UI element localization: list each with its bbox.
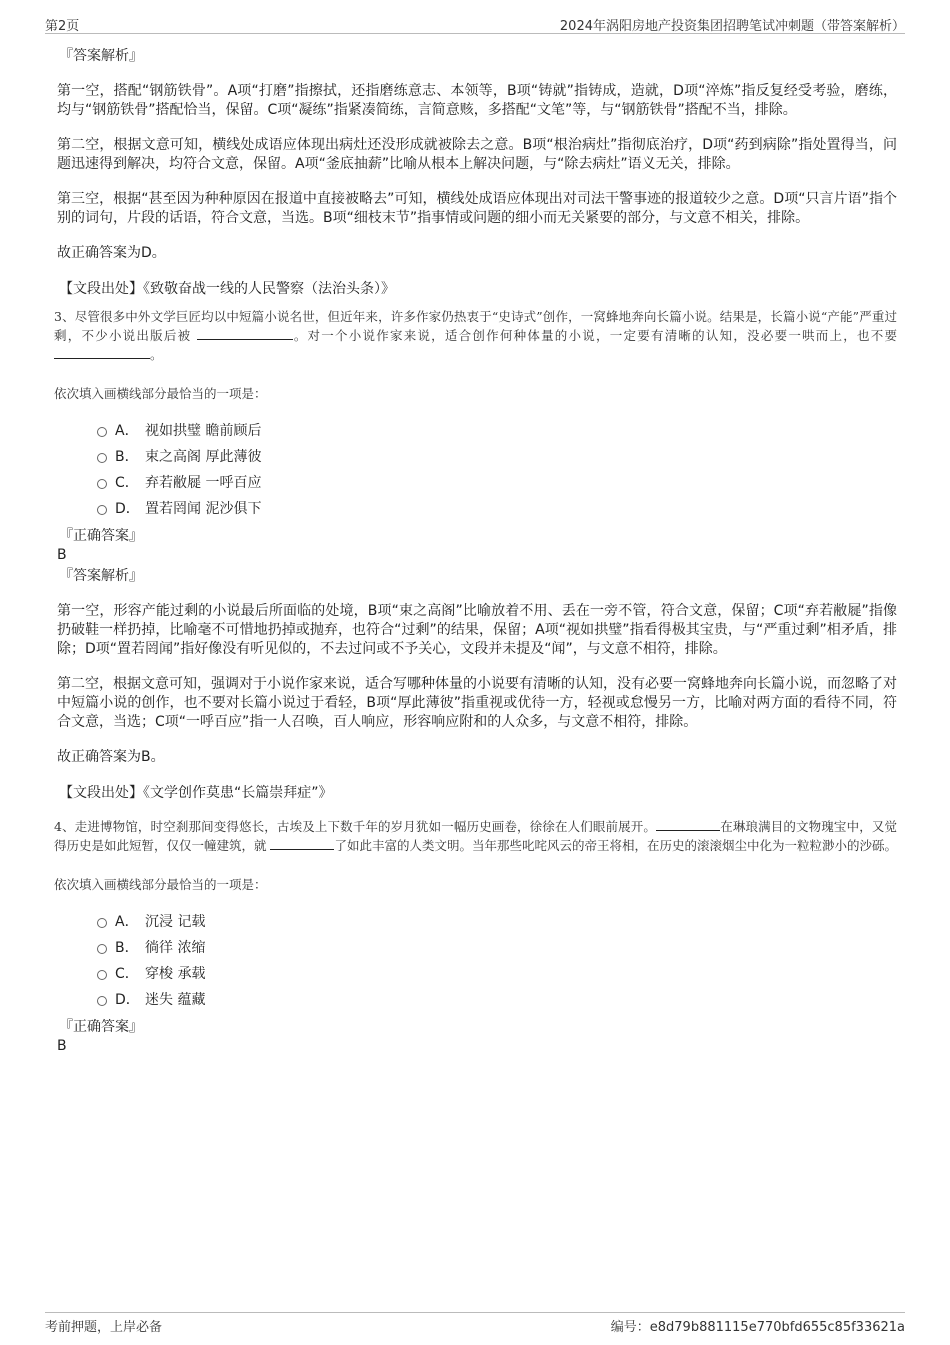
document-body: [54, 46, 897, 1056]
document-code: 编号：e8d79b881115e770bfd655c85f33621a: [610, 1320, 905, 1335]
question-4-text: 4、走进博物馆，时空刹那间变得悠长，古埃及上下数千年的岁月犹如一幅历史画卷，徐徐在人们眼前展开。 在琳琅满目的文物瑰宝中，又觉得历史是如此短暂，仅仅一幢建筑，就 了如此丰富的人类文明。当年那些叱咤风云的帝王将相，在历史的滚滚烟尘中化为一粒粒渺小的沙砾。: [54, 819, 897, 853]
question-3-option-d[interactable]: D． 置若罔闻 泥沙俱下: [97, 496, 897, 522]
prev-source: 【文段出处】《致敬奋战一线的人民警察（法治头条）》: [59, 281, 395, 297]
page-footer: [45, 1312, 905, 1335]
footer-slogan: 考前押题，上岸必备: [45, 1320, 163, 1335]
question-3-analysis-paragraph-2: 第二空，根据文意可知，强调对于小说作家来说，适合写哪种体量的小说要有清晰的认知，没有必要一窝蜂地奔向长篇小说，而忽略了对中短篇小说的创作，也不要对长篇小说过于看轻，B项“厚此薄彼”指重视或优待一方，轻视或怠慢另一方，比喻对两方面的看待不同，符合文意，当选；C项“一呼百应”指一人召唤，百人响应，形容响应附和的人众多，与文意不相符，排除。: [57, 676, 897, 730]
question-3-text: 3、尽管很多中外文学巨匠均以中短篇小说名世，但近年来，许多作家仍热衷于“史诗式”创作，一窝蜂地奔向长篇小说。结果是，长篇小说“产能”严重过剩，不少小说出版后被 。对一个小说作家来说，适合创作何种体量的小说，一定要有清晰的认知，没必要一哄而上，也不要 。: [54, 309, 897, 362]
question-4-option-a[interactable]: A． 沉浸 记载: [97, 909, 897, 935]
prev-analysis-paragraph-3: 第三空，根据“甚至因为种种原因在报道中直接被略去”可知，横线处成语应体现出对司法干警事迹的报道较少之意。D项“只言片语”指个别的词句，片段的话语，符合文意，当选。B项“细枝末节”指事情或问题的细小而无关紧要的部分，与文意不相关，排除。: [57, 191, 897, 226]
question-3-blank-1: [197, 326, 293, 340]
prev-analysis-label: 『答案解析』: [59, 48, 143, 64]
question-3-option-b[interactable]: B． 束之高阁 厚此薄彼: [97, 444, 897, 470]
page-number: 第2页: [45, 19, 80, 34]
question-3-conclusion: 故正确答案为B。: [57, 749, 165, 765]
radio-icon[interactable]: [97, 505, 107, 515]
question-4-option-d[interactable]: D． 迷失 蕴藏: [97, 987, 897, 1013]
question-3-option-a[interactable]: A． 视如拱璧 瞻前顾后: [97, 418, 897, 444]
question-4-blank-1: [656, 817, 720, 831]
radio-icon[interactable]: [97, 453, 107, 463]
question-3-source: 【文段出处】《文学创作莫患“长篇崇拜症”》: [59, 785, 333, 801]
page-header: [45, 13, 905, 34]
question-3-analysis-label: 『答案解析』: [59, 568, 143, 584]
question-3-analysis-paragraph-1: 第一空，形容产能过剩的小说最后所面临的处境，B项“束之高阁”比喻放着不用、丢在一旁不管，符合文意，保留；C项“弃若敝屣”指像扔破鞋一样扔掉，比喻毫不可惜地扔掉或抛弃，也符合“过剩”的结果，保留；A项“视如拱璧”指看得极其宝贵，与“严重过剩”相矛盾，排除；D项“置若罔闻”指好像没有听见似的，不去过问或不予关心，文段并未提及“闻”，与文意不相符，排除。: [57, 603, 897, 657]
question-3-option-c[interactable]: C． 弃若敝屣 一呼百应: [97, 470, 897, 496]
question-4-blank-2: [270, 836, 334, 850]
question-4-answer-label: 『正确答案』: [59, 1019, 143, 1035]
question-4-prompt: 依次填入画横线部分最恰当的一项是：: [54, 877, 267, 892]
radio-icon[interactable]: [97, 996, 107, 1006]
question-4-option-c[interactable]: C． 穿梭 承载: [97, 961, 897, 987]
prev-analysis-paragraph-2: 第二空，根据文意可知，横线处成语应体现出病灶还没形成就被除去之意。B项“根治病灶”指彻底治疗，D项“药到病除”指处置得当，问题迅速得到解决，均符合文意，保留。A项“釜底抽薪”比喻从根本上解决问题，与“除去病灶”语义无关，排除。: [57, 137, 897, 172]
prev-conclusion: 故正确答案为D。: [57, 245, 166, 261]
document-title: 2024年涡阳房地产投资集团招聘笔试冲刺题（带答案解析）: [559, 19, 905, 34]
question-3-blank-2: [54, 345, 150, 359]
question-3-answer: B: [57, 547, 67, 563]
radio-icon[interactable]: [97, 427, 107, 437]
question-4-answer: B: [57, 1038, 67, 1054]
question-3-answer-label: 『正确答案』: [59, 528, 143, 544]
question-3-options: [97, 418, 897, 522]
question-4-options: [97, 909, 897, 1013]
question-4-option-b[interactable]: B． 徜徉 浓缩: [97, 935, 897, 961]
radio-icon[interactable]: [97, 970, 107, 980]
radio-icon[interactable]: [97, 479, 107, 489]
question-3-prompt: 依次填入画横线部分最恰当的一项是：: [54, 386, 267, 401]
radio-icon[interactable]: [97, 944, 107, 954]
radio-icon[interactable]: [97, 918, 107, 928]
prev-analysis-paragraph-1: 第一空，搭配“钢筋铁骨”。A项“打磨”指擦拭，还指磨练意志、本领等，B项“铸就”指铸成，造就，D项“淬炼”指反复经受考验，磨练，均与“钢筋铁骨”搭配恰当，保留。C项“凝练”指紧凑简练，言简意赅，多搭配“文笔”等，与“钢筋铁骨”搭配不当，排除。: [57, 83, 897, 118]
